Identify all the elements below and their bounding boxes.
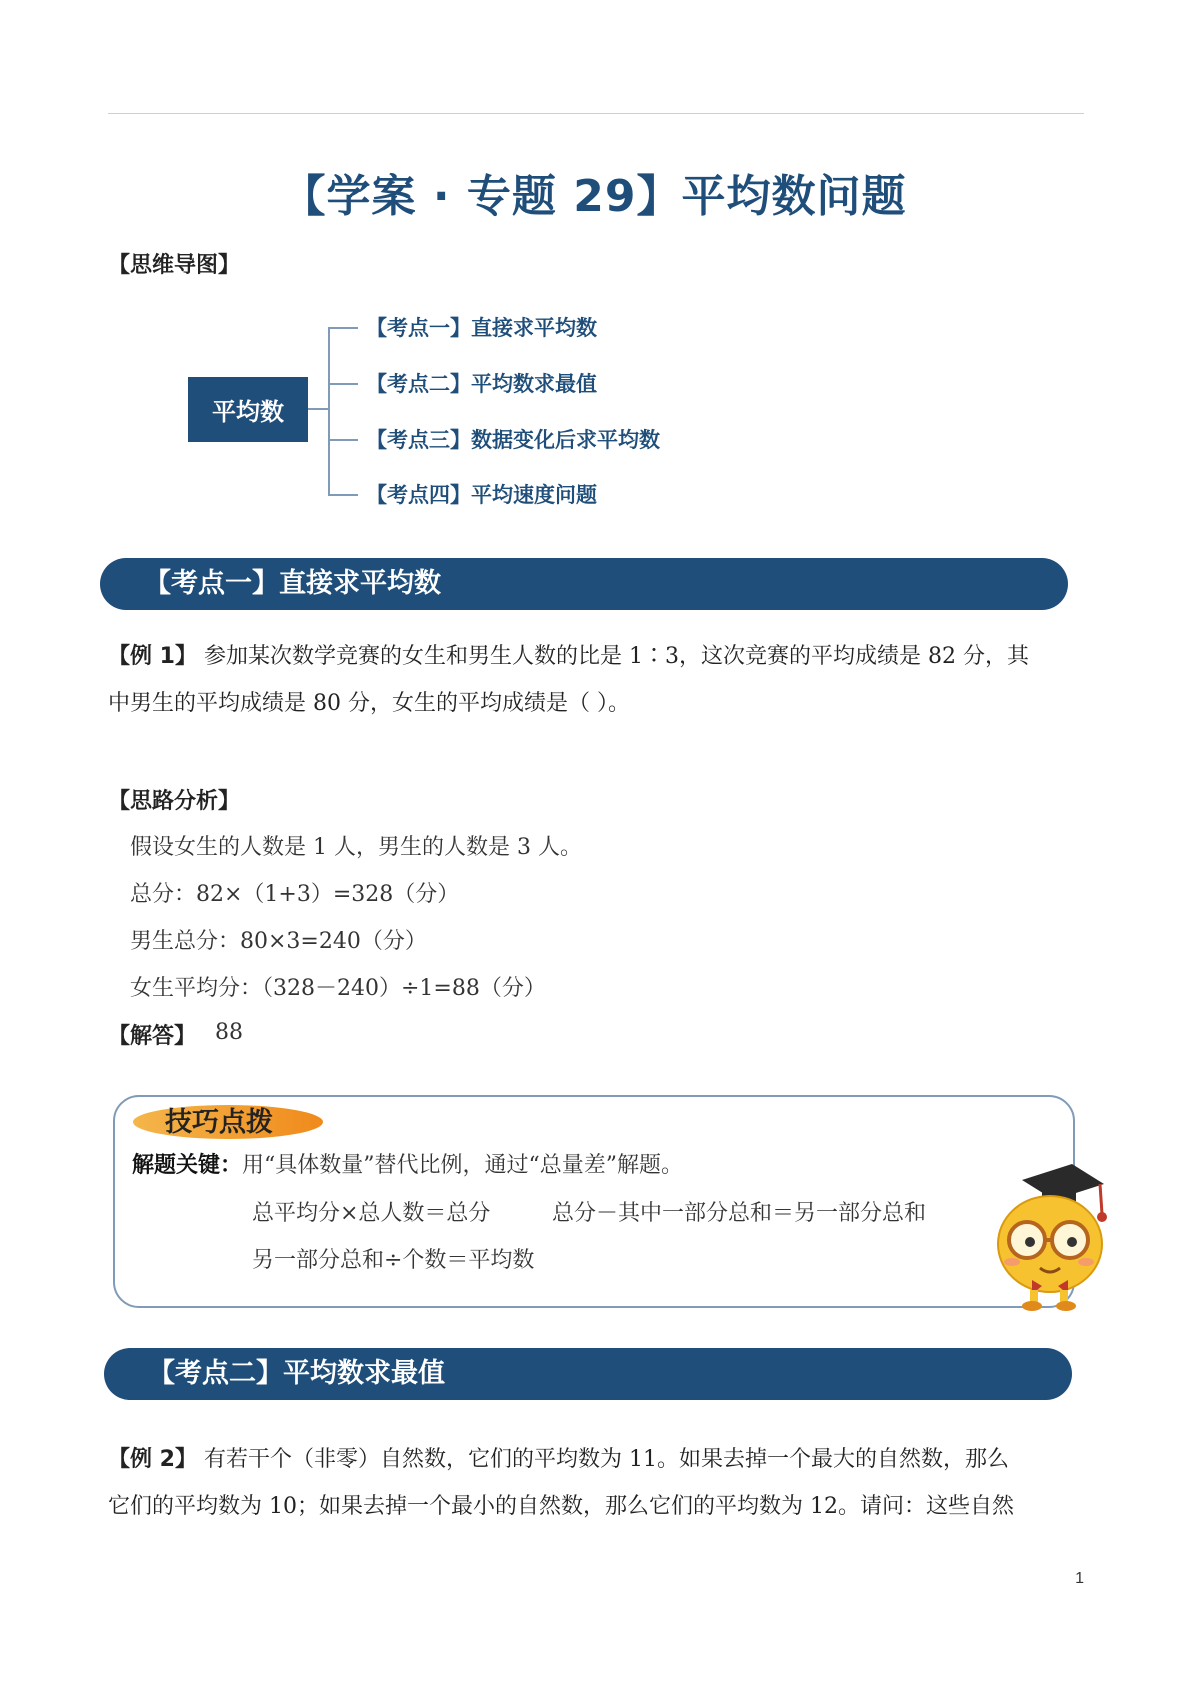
- analysis-line: 女生平均分：（328－240）÷1=88（分）: [130, 976, 546, 1001]
- mindmap-item: 【考点四】平均速度问题: [366, 483, 597, 507]
- answer-heading: 【解答】: [108, 1024, 197, 1049]
- example-1-line1: 参加某次数学竞赛的女生和男生人数的比是 1∶3，这次竞赛的平均成绩是 82 分，其: [203, 644, 1029, 669]
- example-1-line2: 中男生的平均成绩是 80 分，女生的平均成绩是（ ）。: [108, 691, 630, 716]
- mindmap-branch: [328, 494, 358, 496]
- mascot-scholar-icon: [982, 1162, 1112, 1312]
- tip-formula: 另一部分总和÷个数＝平均数: [252, 1248, 535, 1273]
- example-2-line1: 有若干个（非零）自然数，它们的平均数为 11。如果去掉一个最大的自然数，那么: [203, 1447, 1009, 1472]
- mindmap-heading: 【思维导图】: [108, 253, 241, 278]
- tip-formula: 总分－其中一部分总和＝另一部分总和: [552, 1201, 927, 1226]
- tip-key: [132, 1148, 683, 1179]
- mindmap-branch: [328, 383, 358, 385]
- tip-key-label: 解题关键：: [132, 1152, 243, 1178]
- mindmap-item: 【考点一】直接求平均数: [366, 316, 597, 340]
- analysis-line: 假设女生的人数是 1 人，男生的人数是 3 人。: [130, 835, 582, 860]
- section-bar-1: 【考点一】直接求平均数: [100, 558, 1068, 610]
- example-2-line2: 它们的平均数为 10；如果去掉一个最小的自然数，那么它们的平均数为 12。请问：这些自然: [108, 1494, 1014, 1519]
- example-1-tag: 【例 1】: [108, 644, 197, 669]
- example-2-tag: 【例 2】: [108, 1447, 197, 1472]
- header-rule: [108, 113, 1084, 114]
- analysis-heading: 【思路分析】: [108, 789, 241, 814]
- example-1: [108, 633, 1088, 727]
- analysis-line: 男生总分：80×3=240（分）: [130, 929, 427, 954]
- mindmap-branch: [328, 327, 358, 329]
- analysis-line: 总分：82×（1+3）=328（分）: [130, 882, 460, 907]
- answer-value: 88: [215, 1020, 243, 1045]
- tip-tag: 技巧点拨: [165, 1107, 273, 1138]
- section-bar-2: 【考点二】平均数求最值: [104, 1348, 1072, 1400]
- tip-formula: 总平均分×总人数＝总分: [252, 1201, 491, 1226]
- page-number: 1: [1075, 1570, 1084, 1587]
- mindmap-trunk: [328, 327, 330, 495]
- tip-key-text: 用“具体数量”替代比例，通过“总量差”解题。: [242, 1153, 684, 1178]
- example-2: [108, 1436, 1088, 1530]
- page-title: 【学案 · 专题 29】平均数问题: [281, 171, 907, 222]
- mindmap-branch: [328, 439, 358, 441]
- mindmap-item: 【考点三】数据变化后求平均数: [366, 428, 660, 452]
- mindmap-connector: [308, 408, 328, 410]
- mindmap-item: 【考点二】平均数求最值: [366, 372, 597, 396]
- mindmap-root: 平均数: [188, 377, 308, 442]
